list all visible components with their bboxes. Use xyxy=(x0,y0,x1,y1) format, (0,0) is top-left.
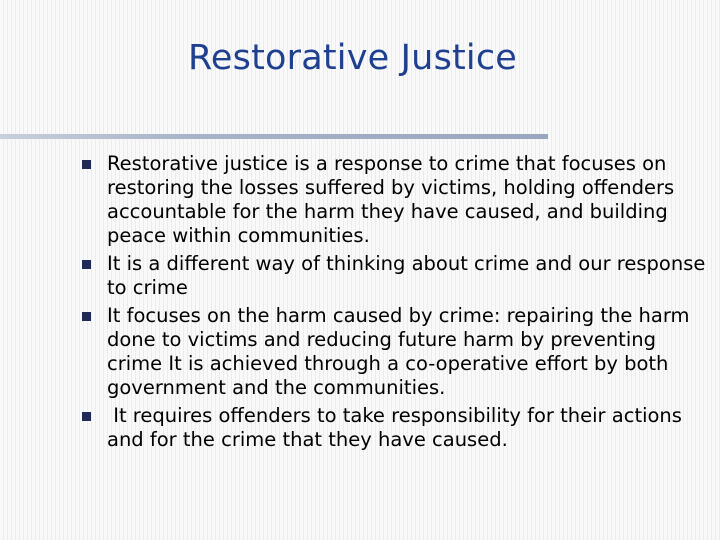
bullet-text: Restorative justice is a response to crime that focuses on restoring the losses suffered by victims, holding offenders accountable for the harm they have caused, and building peace within communities. xyxy=(107,152,675,247)
bullet-text: It focuses on the harm caused by crime: repairing the harm done to victims and reducing future harm by preventing crime It is achieved through a co-operative effort by both government and the communities. xyxy=(107,304,690,399)
bullet-item xyxy=(79,152,709,248)
bullet-text: It requires offenders to take responsibility for their actions and for the crime that they have caused. xyxy=(107,404,689,451)
square-bullet-icon xyxy=(82,312,91,321)
title-underline-rule xyxy=(0,134,548,139)
bullet-item xyxy=(79,304,709,400)
bullet-item xyxy=(79,404,709,452)
bullet-text: It is a different way of thinking about crime and our response to crime xyxy=(107,252,706,299)
bullet-list xyxy=(79,152,709,456)
slide-title: Restorative Justice xyxy=(187,38,518,78)
square-bullet-icon xyxy=(82,260,91,269)
square-bullet-icon xyxy=(82,412,91,421)
bullet-item xyxy=(79,252,709,300)
square-bullet-icon xyxy=(82,160,91,169)
